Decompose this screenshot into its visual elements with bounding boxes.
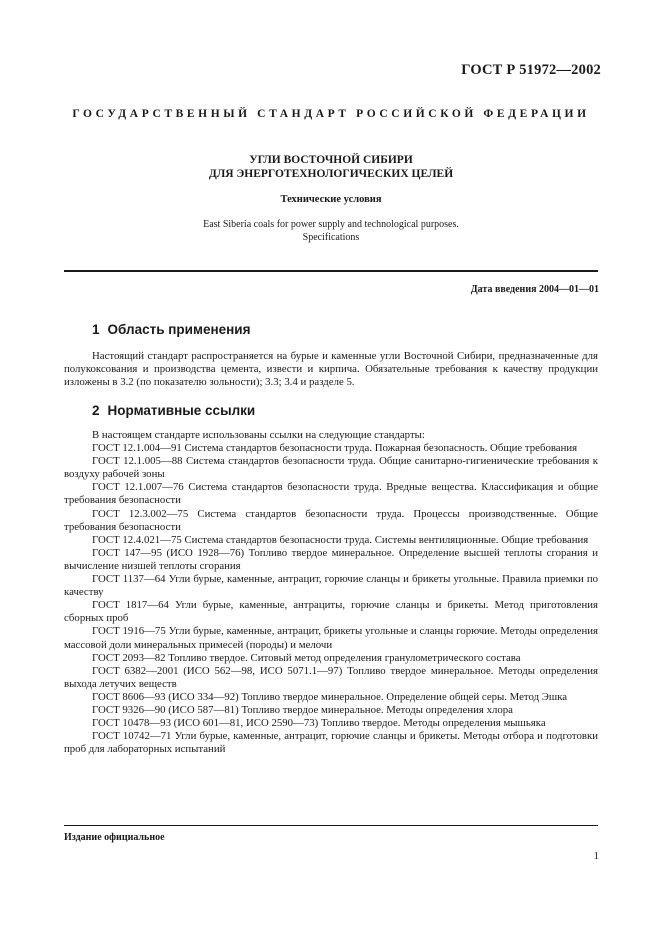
reference-item: ГОСТ 10742—71 Угли бурые, каменные, антрацит, горючие сланцы и брикеты. Методы отбора и подготовки проб для лабораторных испытаний [64, 730, 598, 756]
english-title-line-2: Specifications [302, 232, 360, 243]
reference-item: ГОСТ 1817—64 Угли бурые, каменные, антрациты, горючие сланцы и брикеты. Метод приготовления сборных проб [64, 599, 598, 625]
title-block [64, 153, 598, 244]
introduction-date: Дата введения 2004—01—01 [470, 284, 599, 295]
section-1-paragraph: Настоящий стандарт распространяется на бурые и каменные угли Восточной Сибири, предназначенные для полукоксования и производства цемента, извести и кирпича. Обязательные требования к качеству продукции изложены в 3.2 (по показателю зольности); 3.3; 3.4 и разделе 5. [64, 350, 598, 389]
english-title [64, 218, 598, 244]
document-number: ГОСТ Р 51972—2002 [461, 62, 601, 78]
reference-item: ГОСТ 1916—75 Угли бурые, каменные, антрацит, брикеты угольные и сланцы горючие. Методы определения массовой доли минеральных примесей (породы) и мелочи [64, 625, 598, 651]
reference-item: ГОСТ 8606—93 (ИСО 334—92) Топливо твердое минеральное. Определение общей серы. Метод Эшка [92, 690, 568, 703]
section-2-number: 2 [92, 403, 100, 418]
state-standard-banner: ГОСУДАРСТВЕННЫЙ СТАНДАРТ РОССИЙСКОЙ ФЕДЕРАЦИИ [72, 108, 590, 120]
reference-item: ГОСТ 6382—2001 (ИСО 562—98, ИСО 5071.1—97) Топливо твердое минеральное. Методы определения выхода летучих веществ [64, 664, 598, 690]
section-1-body [64, 350, 598, 389]
reference-item: ГОСТ 12.1.005—88 Система стандартов безопасности труда. Общие санитарно-гигиенические требования к воздуху рабочей зоны [64, 455, 598, 481]
reference-item: ГОСТ 10478—93 (ИСО 601—81, ИСО 2590—73) Топливо твердое. Методы определения мышьяка [92, 717, 546, 730]
reference-item: ГОСТ 1137—64 Угли бурые, каменные, антрацит, горючие сланцы и брикеты угольные. Правила приемки по качеству [64, 573, 598, 599]
section-1-title: Область применения [107, 322, 251, 337]
title-line-2: ДЛЯ ЭНЕРГОТЕХНОЛОГИЧЕСКИХ ЦЕЛЕЙ [208, 168, 454, 180]
english-title-line-1: East Siberia coals for power supply and technological purposes. [203, 219, 459, 230]
section-1-number: 1 [92, 322, 100, 337]
title-line-1: УГЛИ ВОСТОЧНОЙ СИБИРИ [249, 154, 413, 166]
section-2-title: Нормативные ссылки [107, 403, 256, 418]
footer-divider [64, 825, 598, 826]
reference-item: ГОСТ 12.1.004—91 Система стандартов безопасности труда. Пожарная безопасность. Общие требования [92, 442, 578, 455]
reference-item: ГОСТ 12.3.002—75 Система стандартов безопасности труда. Процессы производственные. Общие требования безопасности [64, 507, 598, 533]
reference-item: ГОСТ 2093—82 Топливо твердое. Ситовый метод определения гранулометрического состава [92, 651, 521, 664]
page-number: 1 [593, 850, 599, 862]
document-subtitle: Технические условия [280, 194, 382, 205]
reference-item: ГОСТ 147—95 (ИСО 1928—76) Топливо твердое минеральное. Определение высшей теплоты сгорания и вычисление низшей теплоты сгорания [64, 546, 598, 572]
reference-item: ГОСТ 12.1.007—76 Система стандартов безопасности труда. Вредные вещества. Классификация и общие требования безопасности [64, 481, 598, 507]
reference-item: ГОСТ 9326—90 (ИСО 587—81) Топливо твердое минеральное. Методы определения хлора [92, 703, 513, 716]
section-1-heading [92, 322, 258, 337]
official-edition-label: Издание официальное [64, 832, 165, 843]
normative-references-list [64, 429, 598, 756]
header-divider [64, 270, 598, 272]
references-intro: В настоящем стандарте использованы ссылки на следующие стандарты: [92, 429, 425, 441]
reference-item: ГОСТ 12.4.021—75 Система стандартов безопасности труда. Системы вентиляционные. Общие требования [92, 533, 589, 546]
section-2-heading [92, 403, 263, 418]
